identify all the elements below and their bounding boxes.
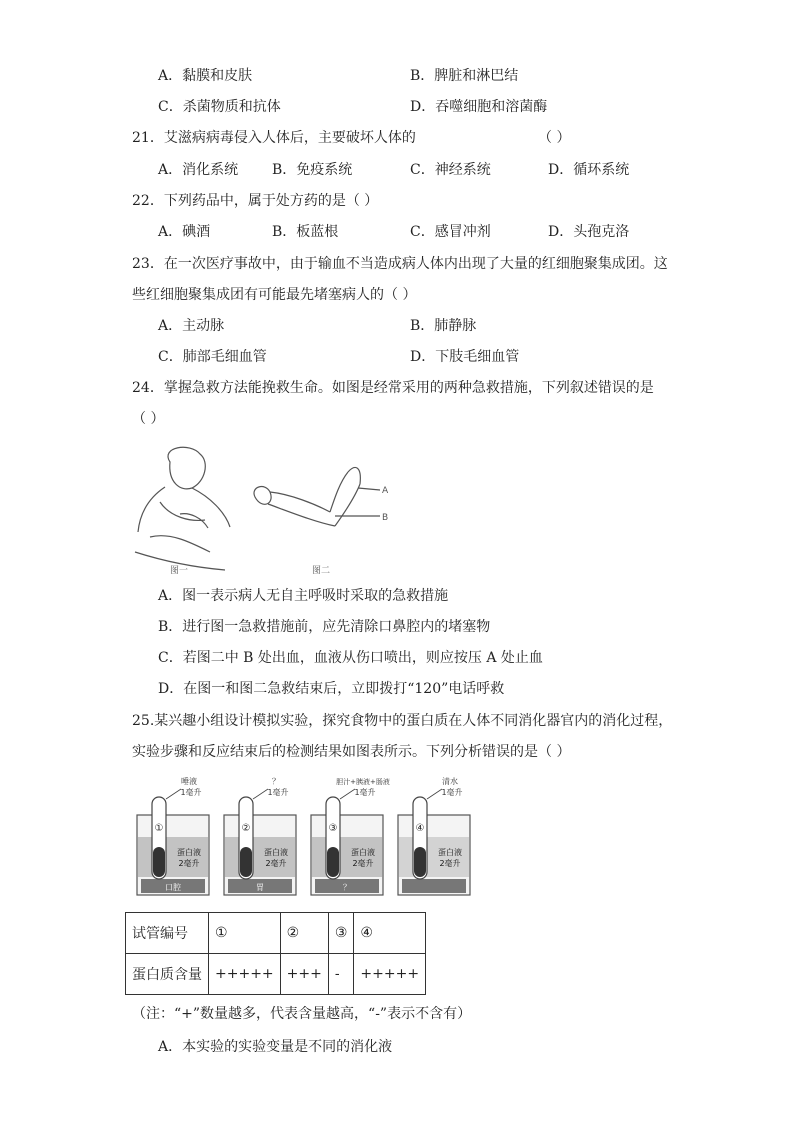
added-volume-label: 1毫升 — [267, 788, 289, 797]
protein-volume-label: 2毫升 — [178, 859, 200, 868]
figure-two-label-a: A — [382, 486, 389, 496]
q24-stem-line2: （ ） — [132, 411, 165, 427]
protein-liquid-label: 蛋白液 — [264, 848, 288, 857]
tube-number: ② — [241, 823, 251, 834]
pointer-line — [340, 789, 355, 799]
q21-stem: 21．艾滋病病毒侵入人体后，主要破坏人体的 — [132, 130, 416, 146]
added-liquid-label: 清水 — [442, 777, 458, 786]
q23-option-d: D．下肢毛细血管 — [410, 349, 520, 365]
added-volume-label: 1毫升 — [180, 788, 202, 797]
beaker-label: ？ — [343, 883, 351, 892]
q20-option-b: B．脾脏和淋巴结 — [410, 68, 519, 84]
protein-liquid-label: 蛋白液 — [177, 848, 201, 857]
tube-liquid — [327, 847, 339, 877]
figure-two-drawing — [254, 468, 380, 526]
q20-option-a: A．黏膜和皮肤 — [158, 68, 253, 84]
result-table — [125, 912, 426, 995]
q25-note: （注：“+”数量越多，代表含量越高，“-”表示不含有） — [132, 1006, 472, 1022]
q21-option-b: B．免疫系统 — [272, 162, 353, 178]
tube-number: ① — [154, 823, 164, 834]
protein-liquid-label: 蛋白液 — [438, 848, 462, 857]
q24-option-b: B．进行图一急救措施前，应先清除口鼻腔内的堵塞物 — [158, 619, 491, 635]
q23-option-a: A．主动脉 — [158, 318, 225, 334]
q24-option-c: C．若图二中 B 处出血，血液从伤口喷出，则应按压 A 处止血 — [158, 650, 543, 666]
tube-number: ④ — [415, 823, 425, 834]
q25-stem-line1: 25.某兴趣小组设计模拟实验，探究食物中的蛋白质在人体不同消化器官内的消化过程， — [132, 713, 673, 729]
figure-one-caption: 图一 — [170, 566, 189, 576]
tube-liquid — [240, 847, 252, 877]
beaker-label-band — [402, 879, 466, 893]
protein-liquid-label: 蛋白液 — [351, 848, 375, 857]
beaker-water — [225, 837, 295, 877]
pointer-line — [253, 789, 268, 799]
q21-bracket: （ ） — [538, 130, 571, 146]
q21-option-c: C．神经系统 — [410, 162, 491, 178]
table-cell: ④ — [354, 913, 426, 954]
beaker-water — [138, 837, 208, 877]
q20-option-c: C．杀菌物质和抗体 — [158, 99, 281, 115]
table-cell: +++++ — [209, 954, 281, 995]
q24-option-a: A．图一表示病人无自主呼吸时采取的急救措施 — [158, 588, 449, 604]
figure-two-caption: 图二 — [312, 566, 331, 576]
added-volume-label: 1毫升 — [441, 788, 463, 797]
table-row — [126, 913, 426, 954]
q23-stem-line1: 23．在一次医疗事故中，由于输血不当造成病人体内出现了大量的红细胞聚集成团。这 — [132, 256, 668, 272]
beaker-label: 口腔 — [165, 883, 181, 892]
protein-volume-label: 2毫升 — [265, 859, 287, 868]
table-cell: ② — [280, 913, 328, 954]
beaker-label: 胃 — [256, 883, 264, 892]
q21-option-a: A．消化系统 — [158, 162, 239, 178]
protein-volume-label: 2毫升 — [352, 859, 374, 868]
table-cell: 蛋白质含量 — [126, 954, 209, 995]
figure-two-label-b: B — [382, 513, 389, 523]
q22-option-a: A．碘酒 — [158, 224, 211, 240]
q21-option-d: D．循环系统 — [548, 162, 630, 178]
tube-liquid — [153, 847, 165, 877]
pointer-line — [166, 789, 181, 799]
q25-stem-line2: 实验步骤和反应结束后的检测结果如图表所示。下列分析错误的是（ ） — [132, 744, 571, 760]
tube-liquid — [414, 847, 426, 877]
figure-one-drawing — [135, 447, 230, 570]
q24-option-d: D．在图一和图二急救结束后，立即拨打“120”电话呼救 — [158, 681, 505, 697]
table-cell: ③ — [328, 913, 354, 954]
protein-volume-label: 2毫升 — [439, 859, 461, 868]
test-tube-figure — [125, 775, 485, 905]
q23-option-c: C．肺部毛细血管 — [158, 349, 267, 365]
tube-number: ③ — [328, 823, 338, 834]
beaker-water — [312, 837, 382, 877]
added-liquid-label: 胆汁+胰液+肠液 — [336, 778, 390, 786]
q23-option-b: B．肺静脉 — [410, 318, 477, 334]
table-cell: - — [328, 954, 354, 995]
table-cell: 试管编号 — [126, 913, 209, 954]
first-aid-figure — [130, 442, 410, 577]
beaker-water — [399, 837, 469, 877]
added-liquid-label: 唾液 — [181, 777, 197, 786]
q22-option-c: C．感冒冲剂 — [410, 224, 491, 240]
pointer-line — [427, 789, 442, 799]
q22-stem: 22．下列药品中，属于处方药的是（ ） — [132, 193, 379, 209]
q20-option-d: D．吞噬细胞和溶菌酶 — [410, 99, 548, 115]
table-cell: +++ — [280, 954, 328, 995]
added-volume-label: 1毫升 — [354, 788, 376, 797]
q25-option-a: A．本实验的实验变量是不同的消化液 — [158, 1039, 393, 1055]
q24-stem-line1: 24．掌握急救方法能挽救生命。如图是经常采用的两种急救措施，下列叙述错误的是 — [132, 380, 654, 396]
q23-stem-line2: 些红细胞聚集成团有可能最先堵塞病人的（ ） — [132, 287, 417, 303]
table-row — [126, 954, 426, 995]
table-cell: +++++ — [354, 954, 426, 995]
table-cell: ① — [209, 913, 281, 954]
added-liquid-label: ？ — [272, 777, 280, 786]
q22-option-d: D．头孢克洛 — [548, 224, 630, 240]
q22-option-b: B．板蓝根 — [272, 224, 339, 240]
